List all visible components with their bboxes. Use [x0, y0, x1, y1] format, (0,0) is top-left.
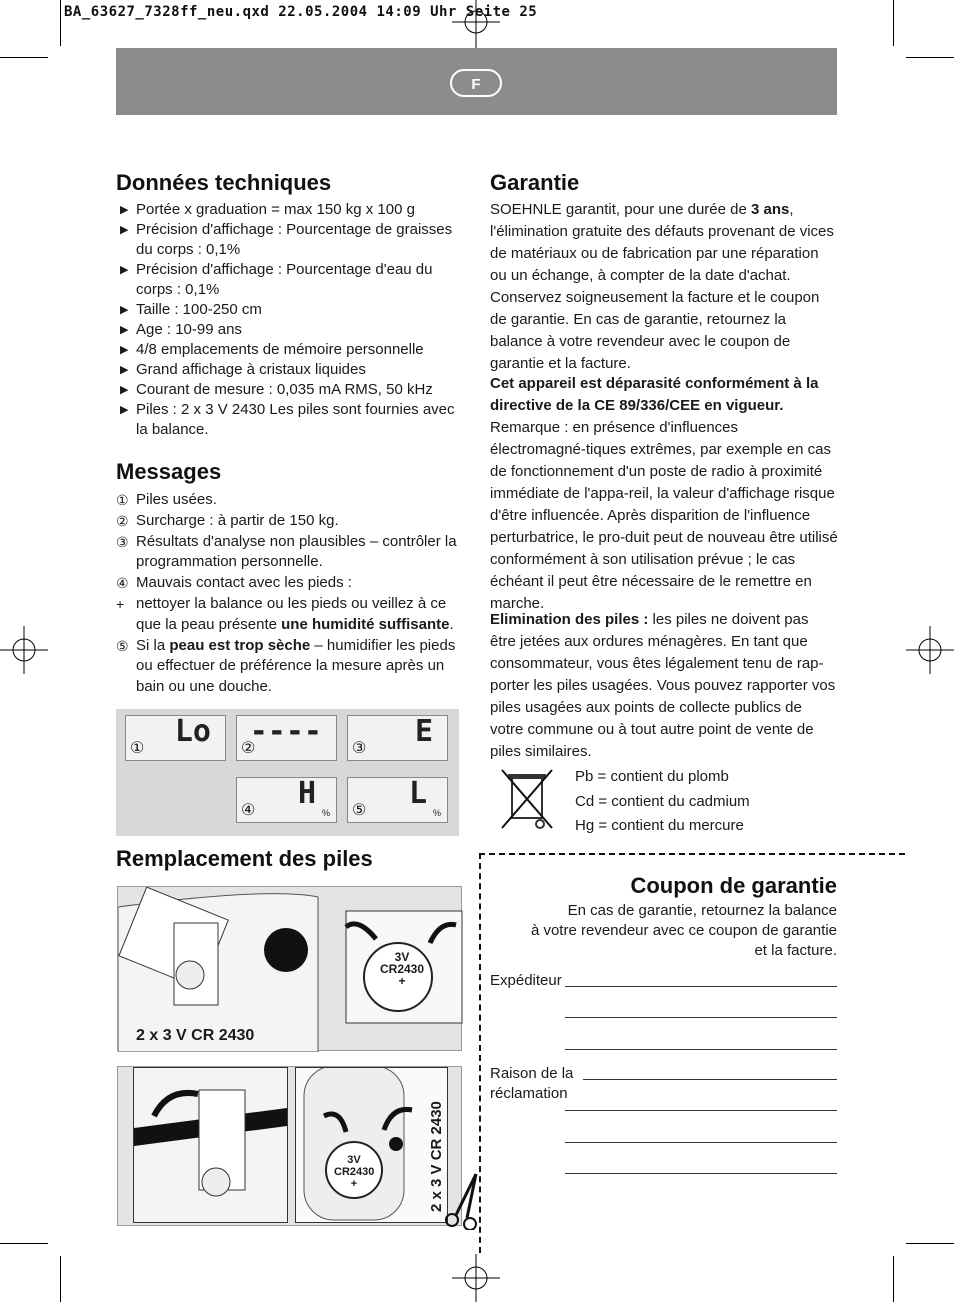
battery-insert-illustration-icon — [134, 1068, 287, 1222]
registration-mark-icon — [0, 626, 48, 674]
tech-item — [116, 320, 466, 340]
tech-item-text: Age : 10-99 ans — [136, 321, 242, 338]
lcd-panel — [116, 709, 459, 836]
message-item — [116, 511, 466, 532]
reason-line-3[interactable] — [565, 1142, 837, 1143]
battery-figure-2 — [117, 1066, 462, 1226]
message-mark: + — [116, 595, 125, 612]
sender-line-2[interactable] — [565, 1017, 837, 1018]
bullet-arrow-icon: ▶ — [120, 404, 129, 416]
message-mark: ⑤ — [116, 637, 129, 654]
tech-item-text: Taille : 100-250 cm — [136, 301, 262, 318]
message-text: – humidifier les pieds ou effectuer de préférence la mesure après un bain ou une douche. — [136, 636, 456, 696]
conformity-note: Cet appareil est déparasité conformément à la directive de la CE 89/336/CEE en vigueur. — [490, 375, 819, 414]
crop-mark — [60, 0, 61, 46]
file-slug: BA_63627_7328ff_neu.qxd 22.05.2004 14:09 Uhr Seite 25 — [64, 4, 538, 20]
lcd-symbol: E — [414, 714, 433, 749]
battery-size-vertical-label: 2 x 3 V CR 2430 — [428, 1101, 445, 1212]
tech-item — [116, 360, 466, 380]
remark-text: Remarque : en présence d'influences électromagné-tiques extrêmes, par exemple en cas de fonctionnement d'un poste de radio à proximité immédiate de l'appa-reil, la valeur d'affichage risque d'être influencée. Après disparition de l'influence perturbatrice, le pro-duit peut de nouveau être utilisé conformément à son utilisation prévue ; le cas échéant il peut être nécessaire de le remettre en marche. — [490, 419, 838, 612]
metal-list — [575, 765, 750, 839]
message-text: Piles usées. — [136, 491, 217, 508]
coin-voltage: 3V — [394, 950, 410, 964]
coin-type: CR2430 — [380, 962, 425, 976]
registration-mark-icon — [906, 626, 954, 674]
tech-item-text: Grand affichage à cristaux liquides — [136, 361, 366, 378]
coin-plus: + — [398, 974, 406, 988]
garantie-duration: 3 ans — [751, 201, 790, 218]
tech-item-text: Précision d'affichage : Pourcentage d'eau du corps : 0,1% — [136, 261, 433, 298]
lcd-symbol: L — [408, 776, 427, 811]
bullet-arrow-icon: ▶ — [120, 204, 129, 216]
coupon-cut-line-top — [479, 853, 905, 855]
lcd-unit: % — [432, 808, 441, 818]
bullet-arrow-icon: ▶ — [120, 304, 129, 316]
reason-line-1[interactable] — [583, 1079, 837, 1080]
elimination-text — [490, 609, 838, 763]
crop-mark — [906, 57, 954, 58]
registration-mark-icon — [452, 1254, 500, 1302]
sender-line-3[interactable] — [565, 1049, 837, 1050]
message-mark: ① — [116, 492, 129, 508]
tech-item — [116, 260, 466, 300]
lcd-display-3 — [347, 715, 448, 761]
message-emphasis: une humidité suffisante — [281, 615, 450, 633]
message-mark: ④ — [116, 575, 129, 592]
bullet-arrow-icon: ▶ — [120, 324, 129, 336]
tech-item — [116, 380, 466, 400]
coin-cell-illustration-icon — [296, 1068, 447, 1222]
lcd-number: ② — [241, 740, 256, 757]
message-mark: ③ — [116, 533, 129, 550]
reason-label-line: Raison de la — [490, 1065, 574, 1082]
tech-item — [116, 200, 466, 220]
crop-mark — [893, 1256, 894, 1302]
battery-size-label: 2 x 3 V CR 2430 — [136, 1027, 255, 1044]
lcd-symbol: Lo — [174, 714, 211, 749]
lcd-number: ① — [130, 740, 145, 757]
lcd-symbol: ---- — [249, 714, 322, 749]
crossed-bin-icon — [500, 766, 554, 832]
message-item — [116, 594, 466, 636]
crop-mark — [906, 1243, 954, 1244]
garantie-title: Garantie — [490, 170, 580, 195]
message-text: nettoyer la balance ou les pieds ou veillez à ce que la peau présente — [136, 594, 447, 633]
metal-cd: Cd = contient du cadmium — [575, 792, 750, 810]
tech-item-text: 4/8 emplacements de mémoire personnelle — [136, 341, 424, 358]
message-emphasis: peau est trop sèche — [169, 636, 311, 654]
bullet-arrow-icon: ▶ — [120, 384, 129, 396]
battery-figure-1 — [117, 886, 462, 1051]
garantie-text-a: SOEHNLE garantit, pour une durée de — [490, 201, 751, 218]
tech-list — [116, 200, 466, 440]
lcd-number: ③ — [352, 740, 367, 757]
sender-label: Expéditeur — [490, 972, 562, 989]
lcd-display-5 — [347, 777, 448, 823]
message-text: . — [449, 615, 454, 633]
tech-item — [116, 340, 466, 360]
coupon-text-line: à votre revendeur avec ce coupon de garantie — [530, 922, 837, 939]
reason-line-4[interactable] — [565, 1173, 837, 1174]
tech-item-text: Piles : 2 x 3 V 2430 Les piles sont fournies avec la balance. — [136, 401, 455, 438]
garantie-text — [490, 199, 838, 375]
coupon-title: Coupon de garantie — [630, 873, 837, 898]
lcd-unit: % — [321, 808, 330, 818]
bullet-arrow-icon: ▶ — [120, 344, 129, 356]
lcd-display-1 — [125, 715, 226, 761]
lcd-display-4 — [236, 777, 337, 823]
language-badge: F — [450, 69, 502, 97]
lcd-display-2 — [236, 715, 337, 761]
message-text: Résultats d'analyse non plausibles – contrôler la programmation personnelle. — [136, 532, 457, 571]
message-item — [116, 532, 466, 574]
tech-item-text: Portée x graduation = max 150 kg x 100 g — [136, 201, 415, 218]
sender-line-1[interactable] — [565, 986, 837, 987]
lcd-number: ④ — [241, 802, 256, 819]
coin-type: CR2430 — [334, 1166, 375, 1178]
coin-plus: + — [350, 1178, 358, 1190]
elimination-label: Elimination des piles : — [490, 611, 649, 628]
message-mark: ② — [116, 512, 129, 529]
tech-item — [116, 400, 466, 440]
crop-mark — [60, 1256, 61, 1302]
battery-compartment-open — [133, 1067, 288, 1223]
bullet-arrow-icon: ▶ — [120, 264, 129, 276]
metal-pb: Pb = contient du plomb — [575, 768, 729, 785]
battery-coin-closeup — [295, 1067, 448, 1223]
message-item — [116, 573, 466, 594]
coin-voltage: 3V — [347, 1154, 361, 1166]
coupon-text — [490, 901, 837, 961]
tech-item-text: Courant de mesure : 0,035 mA RMS, 50 kHz — [136, 381, 433, 398]
reason-line-2[interactable] — [565, 1110, 837, 1111]
messages-list — [116, 490, 466, 698]
bullet-arrow-icon: ▶ — [120, 364, 129, 376]
tech-item — [116, 300, 466, 320]
message-text: Si la — [136, 636, 170, 654]
crop-mark — [0, 1243, 48, 1244]
reason-label-line: réclamation — [490, 1085, 568, 1102]
coin-cell-label-2 — [334, 1154, 374, 1190]
messages-title: Messages — [116, 459, 222, 484]
scissors-icon — [442, 1172, 482, 1230]
bullet-arrow-icon: ▶ — [120, 224, 129, 236]
elimination-body: les piles ne doivent pas être jetées aux ordures ménagères. En tant que consommateur, vous êtes légalement tenu de rap-porter les piles usagées. Vous pouvez rapporter vos piles usagées aux points de collecte publics de votre commune ou à tout autre point de vente de piles similaires. — [490, 611, 836, 760]
tech-item — [116, 220, 466, 260]
lcd-number: ⑤ — [352, 802, 367, 819]
metal-hg: Hg = contient du mercure — [575, 817, 744, 834]
coupon-text-line: et la facture. — [754, 942, 837, 959]
crop-mark — [893, 0, 894, 46]
tech-title: Données techniques — [116, 170, 332, 195]
garantie-text-c: , l'élimination gratuite des défauts provenant de vices de matériaux ou de fabrication par une réparation ou un échange, à compter de la date d'achat. Conservez soigneusement la facture et le coupon de garantie. En cas de garantie, retournez la balance à votre revendeur avec le coupon de garantie et la facture. — [490, 201, 834, 372]
crop-mark — [0, 57, 48, 58]
message-item — [116, 490, 466, 511]
message-text: Surcharge : à partir de 150 kg. — [136, 511, 339, 529]
reason-label — [490, 1064, 573, 1104]
lcd-symbol: H — [297, 776, 316, 811]
coupon-text-line: En cas de garantie, retournez la balance — [567, 902, 837, 919]
tech-item-text: Précision d'affichage : Pourcentage de graisses du corps : 0,1% — [136, 221, 453, 258]
message-text: Mauvais contact avec les pieds : — [136, 574, 352, 592]
message-item — [116, 636, 466, 698]
piles-title: Remplacement des piles — [116, 846, 373, 871]
coin-cell-label — [380, 951, 424, 987]
